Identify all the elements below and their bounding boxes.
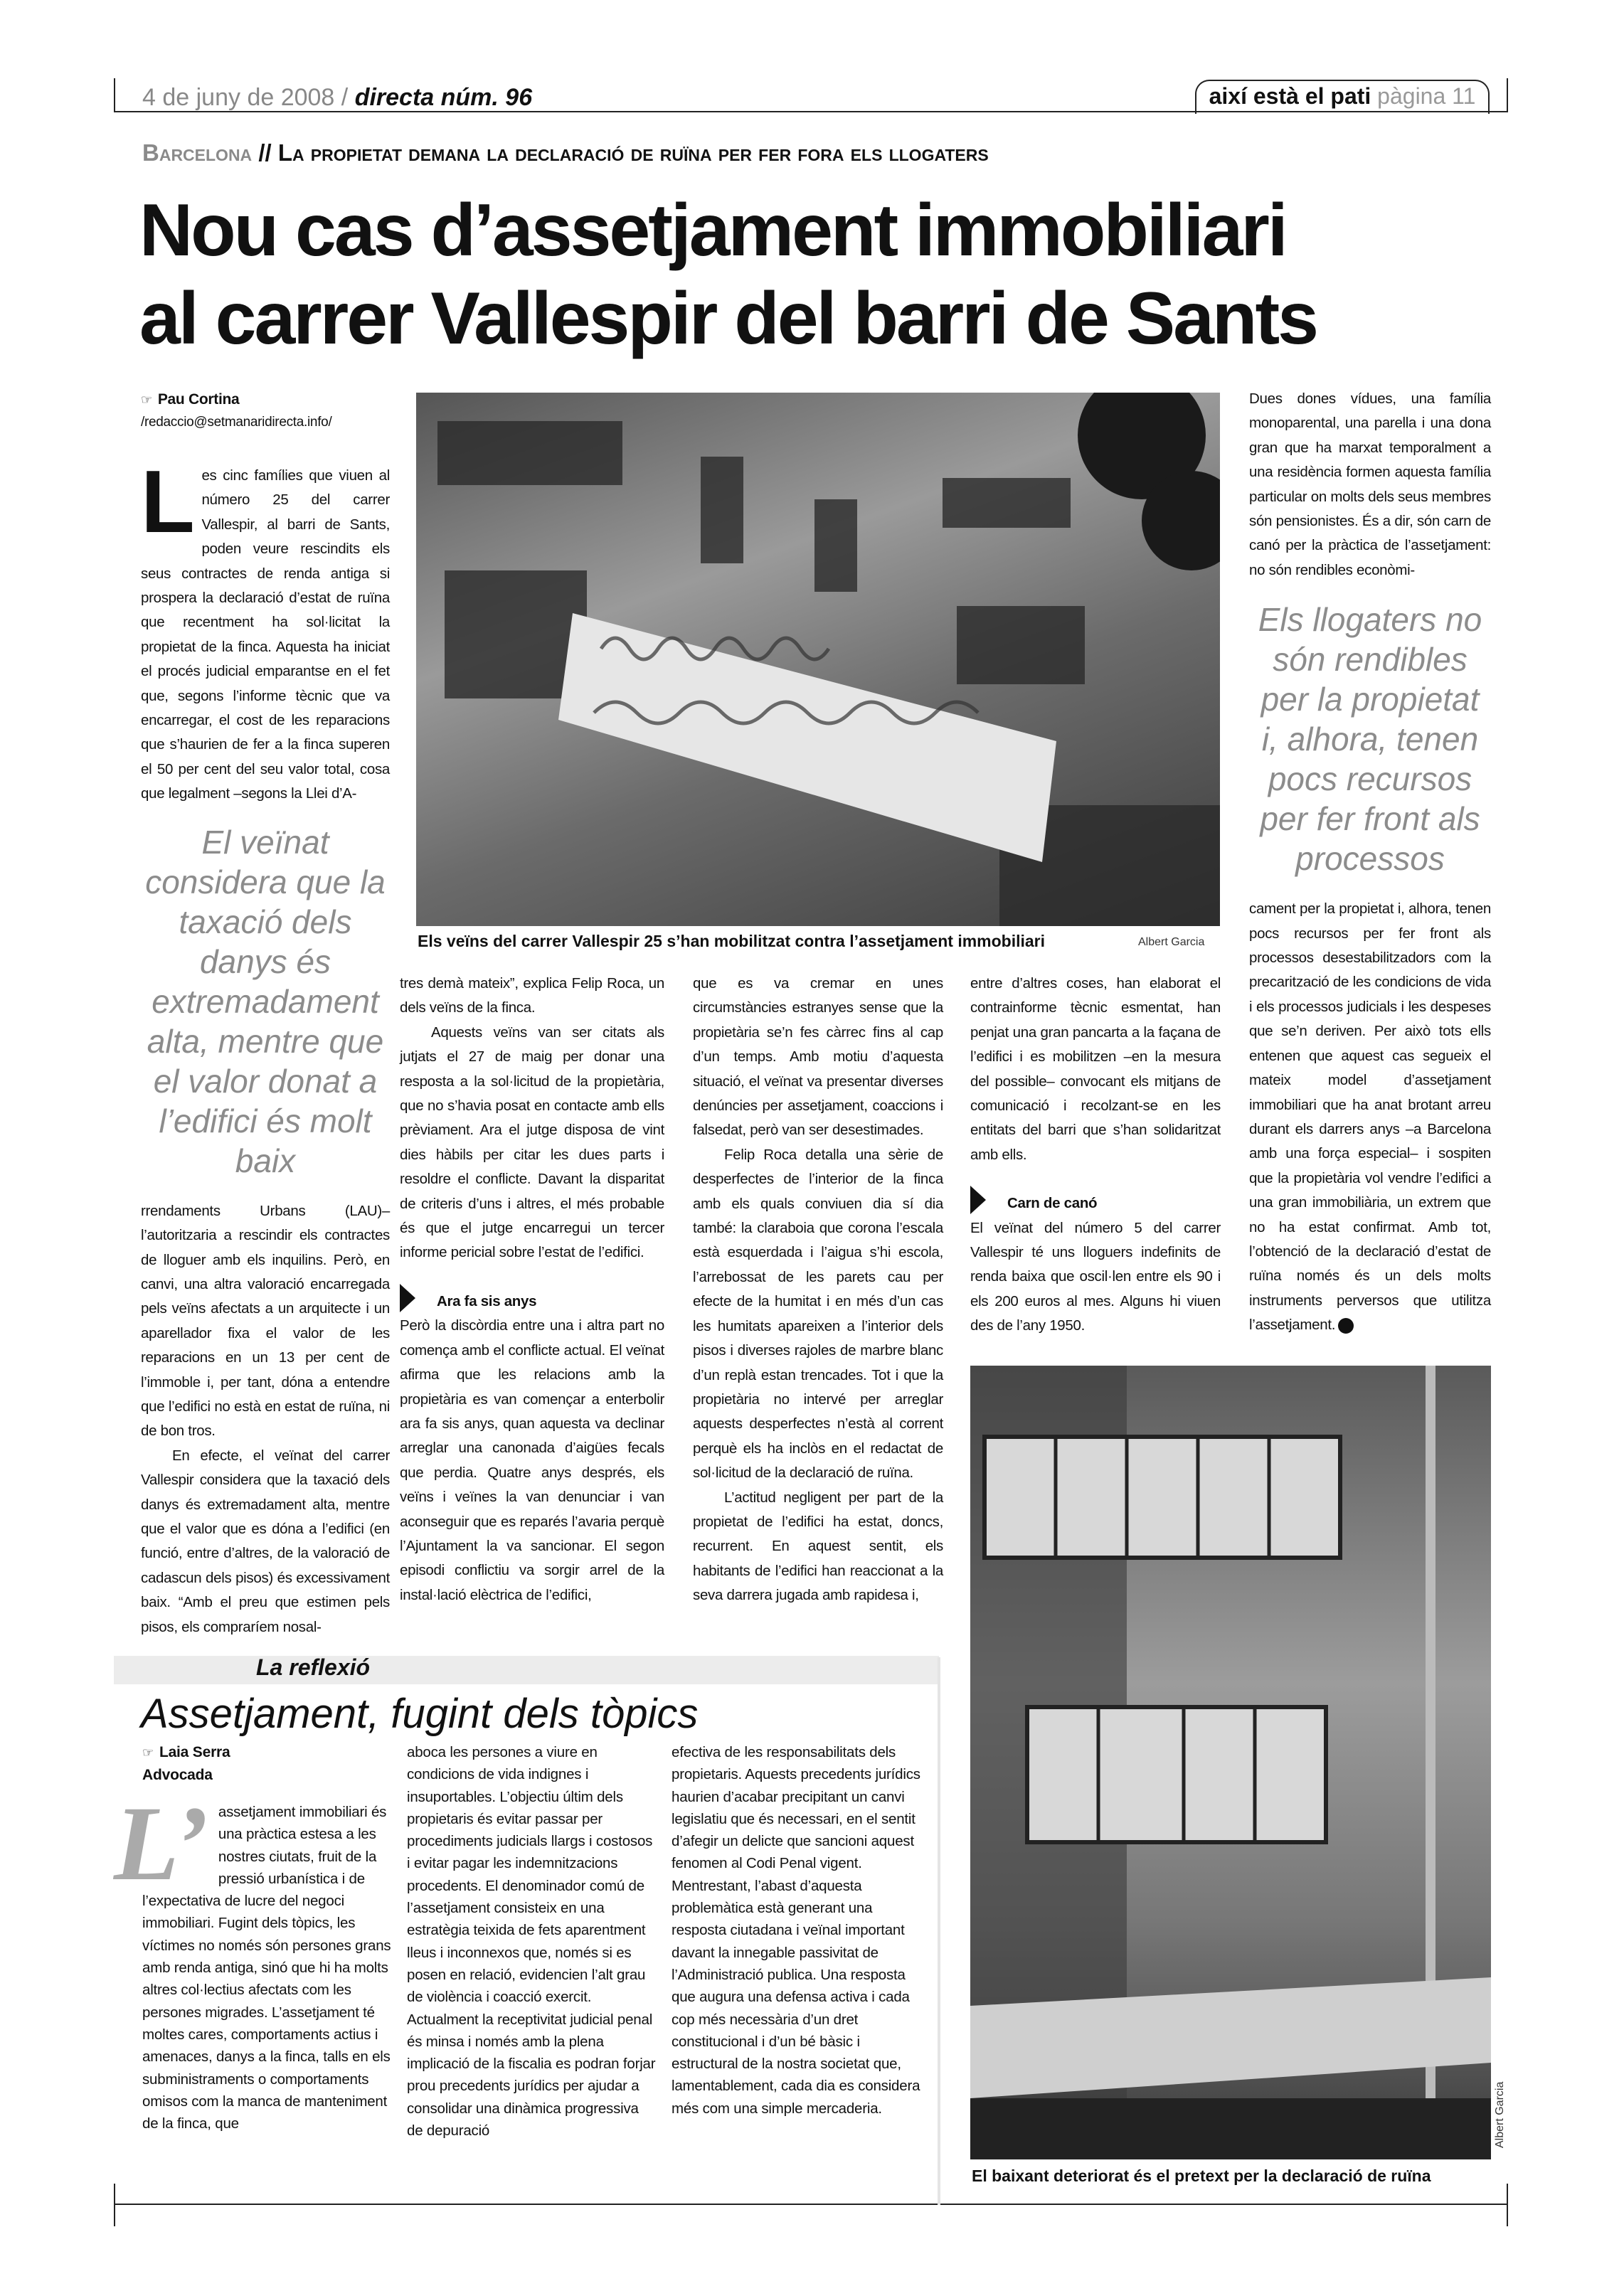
paragraph-text: assetjament immobiliari és una pràctica estesa a les nostres ciutats, fruit de la pressió urbanística i de l’expectativa de lucre del negoci immobiliari. Fugint dels tòpics, les víctimes no només són persones grans amb renda antiga, sinó que hi ha molts altres col·lectius afectats com les persones migrades. L’assetjament té moltes cares, comportaments actius i amenaces, danys a la finca, talls en els subministraments o comportaments omisos com la manca de manteniment de la finca, que bbox=[142, 1804, 391, 2132]
arrow-icon bbox=[400, 1284, 415, 1312]
photo-credit: Albert Garcia bbox=[1138, 936, 1205, 948]
kicker-separator: // bbox=[252, 139, 278, 166]
article-paragraph: L’actitud negligent per part de la propietat de l’edifici ha estat, doncs, recurrent. En aquest sentit, els habitants de l’edifici han reaccionat a la seva darrera jugada amb rapidesa i, bbox=[693, 1489, 943, 1604]
article-paragraph: entre d’altres coses, han elaborat el contrainforme tècnic esmentat, han penjat una gran pancarta a la façana de l’edifici i es mobilitzen –en la mesura del possible– convocant els mitjans de comunicació i recolzant-se en les entitats del barri que s’han solidaritzat amb ells. bbox=[970, 975, 1221, 1163]
article-paragraph: En efecte, el veïnat del carrer Vallespir considera que la taxació dels danys és extremadament alta, mentre que el valor que es dóna a l’edifici (en funció, entre d’altres, de la valoració de cadascun dels pisos) és excessivament baix. “Amb el preu que estimen pels pisos, els compraríem nosal- bbox=[141, 1447, 390, 1635]
article-column bbox=[1249, 897, 1491, 1337]
author-name: Laia Serra bbox=[159, 1744, 230, 1760]
author-name: Pau Cortina bbox=[157, 391, 240, 408]
author-role: Advocada bbox=[142, 1767, 213, 1783]
headline-line: al carrer Vallespir del barri de Sants bbox=[139, 277, 1317, 360]
article-column bbox=[400, 972, 664, 1607]
kicker-text: La propietat demana la declaració de ruïna per fer fora els llogaters bbox=[277, 139, 989, 166]
subheading bbox=[970, 1191, 1221, 1216]
opinion-column bbox=[672, 1741, 928, 2120]
subheading bbox=[400, 1290, 664, 1314]
headline bbox=[139, 186, 1562, 363]
article-paragraph: Però la discòrdia entre una i altra part no comença amb el conflicte actual. El veïnat afirma que les relacions amb la propietària es van començar a enterbolir ara fa sis anys, quan aquesta va declinar arreglar una canonada d’aigües fecals que perdia. Quatre anys després, els veïns i veïnes la van denunciar i van aconseguir que es reparés l’avaria perquè l’Ajuntament la va sancionar. El segon episodi conflictiu va sorgir arrel de la instal·lació elèctrica de l’edifici, bbox=[400, 1317, 664, 1603]
pull-quote: El veïnat considera que la taxació dels danys és extremadament alta, mentre que el valor donat a l’edifici és molt baix bbox=[145, 823, 386, 1179]
pointing-hand-icon: ☞ bbox=[142, 1745, 154, 1760]
article-paragraph: rrendaments Urbans (LAU)– l’autoritzaria a rescindir els contractes de lloguer amb els inquilins. Però, en canvi, una altra valoració encarregada pels veïns afectats a un arquitecte i un aparellador fixa el valor de les reparacions en un 13 per cent de l’immoble i, per tant, dóna a entendre que l’edifici no està en estat de ruïna, ni de bon tros. bbox=[141, 1202, 390, 1440]
building-facade-illustration bbox=[416, 393, 1220, 926]
article-paragraph: El veïnat del número 5 del carrer Vallespir té uns lloguers indefinits de renda baixa que oscil·len entre els 90 i els 200 euros al mes. Alguns hi viuen des de l’any 1950. bbox=[970, 1219, 1221, 1334]
photo-deteriorated-building bbox=[970, 1366, 1491, 2159]
article-paragraph bbox=[1249, 897, 1491, 1337]
pointing-hand-icon: ☞ bbox=[141, 393, 152, 407]
footer-rule bbox=[114, 2204, 1508, 2205]
paragraph-text: cament per la propietat i, alhora, tenen pocs recursos per fer front als processos desestabilitzadors com la precarització de les condicions de vida i els processos judicials i les despeses que se’n deriven. Per això tots ells entenen que aquest cas segueix el mateix model d’assetjament immobiliari que ha anat brotant arreu durant els darrers anys –a Barcelona amb una força especial– i sospiten que la propietària vol vendre l’edifici a una gran immobiliària, un extrem que no ha estat confirmat. Amb tot, l’obtenció de la declaració d’estat de ruïna només és un dels molts instruments perversos que utilitza l’assetjament. bbox=[1249, 900, 1491, 1334]
crop-mark bbox=[1507, 78, 1508, 112]
article-paragraph: que es va cremar en unes circumstàncies estranyes sense que la propietària se’n fes càrrec fins al cap d’un temps. Amb motiu d’aquesta situació, el veïnat va presentar diverses denúncies per assetjament, coaccions i falsedat, però van ser desestimades. bbox=[693, 975, 943, 1139]
end-mark-icon bbox=[1338, 1318, 1354, 1334]
crop-mark bbox=[114, 78, 115, 112]
opinion-column bbox=[407, 1741, 656, 2142]
opinion-title: Assetjament, fugint dels tòpics bbox=[141, 1691, 699, 1737]
reflexio-label: La reflexió bbox=[256, 1654, 371, 1680]
page-number: pàgina 11 bbox=[1371, 83, 1476, 109]
courtyard-illustration bbox=[970, 1366, 1491, 2159]
arrow-icon bbox=[970, 1186, 986, 1214]
pull-quote: Els llogaters no són rendibles per la propietat i, alhora, tenen pocs recursos per fer front als processos bbox=[1258, 601, 1482, 878]
kicker-section: Barcelona bbox=[142, 139, 253, 166]
section-tab bbox=[1195, 80, 1490, 114]
crop-mark bbox=[114, 2184, 115, 2226]
article-column bbox=[141, 1199, 390, 1639]
issue-date: 4 de juny de 2008 / bbox=[142, 84, 355, 111]
crop-mark bbox=[1507, 2184, 1508, 2226]
article-column bbox=[141, 388, 390, 807]
drop-cap: L bbox=[141, 453, 195, 551]
article-column bbox=[970, 972, 1221, 1339]
paragraph-text: es cinc famílies que viuen al número 25 del carrer Vallespir, al barri de Sants, poden veure rescindits els seus contractes de renda antiga si prospera la declaració d’estat de ruïna que recentment ha sol·licitat la propietat de la finca. Aquesta ha iniciat el procés judicial emparantse en el fet que, segons l’informe tècnic que va encarregar, el cost de les reparacions que s’haurien de fer a la finca superen el 50 per cent del seu valor total, cosa que legalment –segons la Llei d’A- bbox=[141, 467, 390, 802]
article-paragraph: tres demà mateix”, explica Felip Roca, un dels veïns de la finca. bbox=[400, 975, 664, 1016]
photo-building-banner bbox=[416, 393, 1220, 926]
byline bbox=[142, 1741, 391, 1764]
article-column bbox=[1249, 387, 1491, 583]
subheading-text: Ara fa sis anys bbox=[437, 1292, 537, 1309]
article-paragraph: Felip Roca detalla una sèrie de desperfectes de l’interior de la finca amb els quals conviuen dia sí dia també: la claraboia que corona l’escala està esquerdada i l’aigua s’hi escola, l’arrebossat de les parets cau per efecte de la humitat i en més d’un cas les humitats apareixen a l’interior dels pisos i diverses rajoles de marbre blanc d’un replà estan trencades. Tot i que la propietària no intervé per arreglar aquests desperfectes n’està al corrent perquè els ha inclòs en el redactat de sol·licitud de la declaració de ruïna. bbox=[693, 1146, 943, 1482]
headline-line: Nou cas d’assetjament immobiliari bbox=[139, 189, 1286, 272]
article-column bbox=[693, 972, 943, 1608]
opinion-paragraph: efectiva de les responsabilitats dels propietaris. Aquests precedents jurídics haurien d’acabar precipitant un canvi legislatiu que és necessari, en el sentit d’afegir un delicte que sancioni aquest fenomen al Codi Penal vigent. Mentrestant, l’abast d’aquesta problemàtica està generant una resposta ciutadana i veïnal important davant la innegable passivitat de l’Administració publica. Una resposta que augura una defensa activa i cada cop més necessària d’un dret constitucional i d’un bé bàsic i estructural de la nostra societat que, lamentablement, cada dia es considera més com una simple mercaderia. bbox=[672, 1744, 920, 2117]
byline bbox=[141, 388, 390, 411]
issue-number: directa núm. 96 bbox=[354, 84, 533, 111]
drop-cap: L’ bbox=[114, 1785, 208, 1903]
kicker bbox=[142, 139, 989, 166]
photo-caption: El baixant deteriorat és el pretext per la declaració de ruïna bbox=[972, 2167, 1431, 2185]
opinion-box-edge bbox=[938, 1657, 940, 2205]
opinion-paragraph: aboca les persones a viure en condicions de vida indignes i insuportables. L’objectiu últim dels propietaris és evitar passar per procediments judicials llargs i costosos i evitar pagar les indemnitzacions procedents. El denominador comú de l’assetjament consisteix en una estratègia teixida de fets aparentment lleus i inconnexos que, només si es posen en relació, evidencien l’alt grau de violència i coacció exercit. Actualment la receptivitat judicial penal és minsa i només amb la plena implicació de la fiscalia es podran forjar prou precedents jurídics per ajudar a consolidar una dinàmica progressiva de depuració bbox=[407, 1744, 656, 2140]
section-name: així està el pati bbox=[1209, 83, 1371, 109]
left-column-flow bbox=[141, 388, 390, 1639]
issue-info bbox=[142, 84, 532, 112]
photo-caption: Els veïns del carrer Vallespir 25 s’han mobilitzat contra l’assetjament immobiliari bbox=[418, 932, 1046, 950]
article-paragraph: Aquests veïns van ser citats als jutjats el 27 de maig per donar una resposta a la sol·licitud de la propietària, que no s’havia posat en contacte amb ells prèviament. Ara el jutge disposa de vint dies hàbils per citar les dues parts i resoldre el conflicte. Davant la disparitat de criteris d’uns i altres, el més probable és que el jutge encarregui un tercer informe pericial sobre l’estat de l’edifici. bbox=[400, 1024, 664, 1261]
article-paragraph: Dues dones vídues, una família monoparental, una parella i una dona gran que ha marxat temporalment a una residència formen aquesta família particular on molts dels seus membres són pensionistes. És a dir, són carn de canó per la pràctica de l’assetjament: no són rendibles econòmi- bbox=[1249, 390, 1491, 578]
opinion-paragraph bbox=[114, 1785, 391, 2135]
opinion-column bbox=[114, 1741, 391, 2135]
subheading-text: Carn de canó bbox=[1007, 1195, 1098, 1212]
article-paragraph bbox=[141, 453, 390, 807]
right-column-flow bbox=[1249, 387, 1491, 1338]
author-email[interactable]: /redaccio@setmanaridirecta.info/ bbox=[141, 415, 332, 430]
photo-credit: Albert Garcia bbox=[1494, 2081, 1506, 2148]
reflexio-band bbox=[114, 1656, 939, 1684]
